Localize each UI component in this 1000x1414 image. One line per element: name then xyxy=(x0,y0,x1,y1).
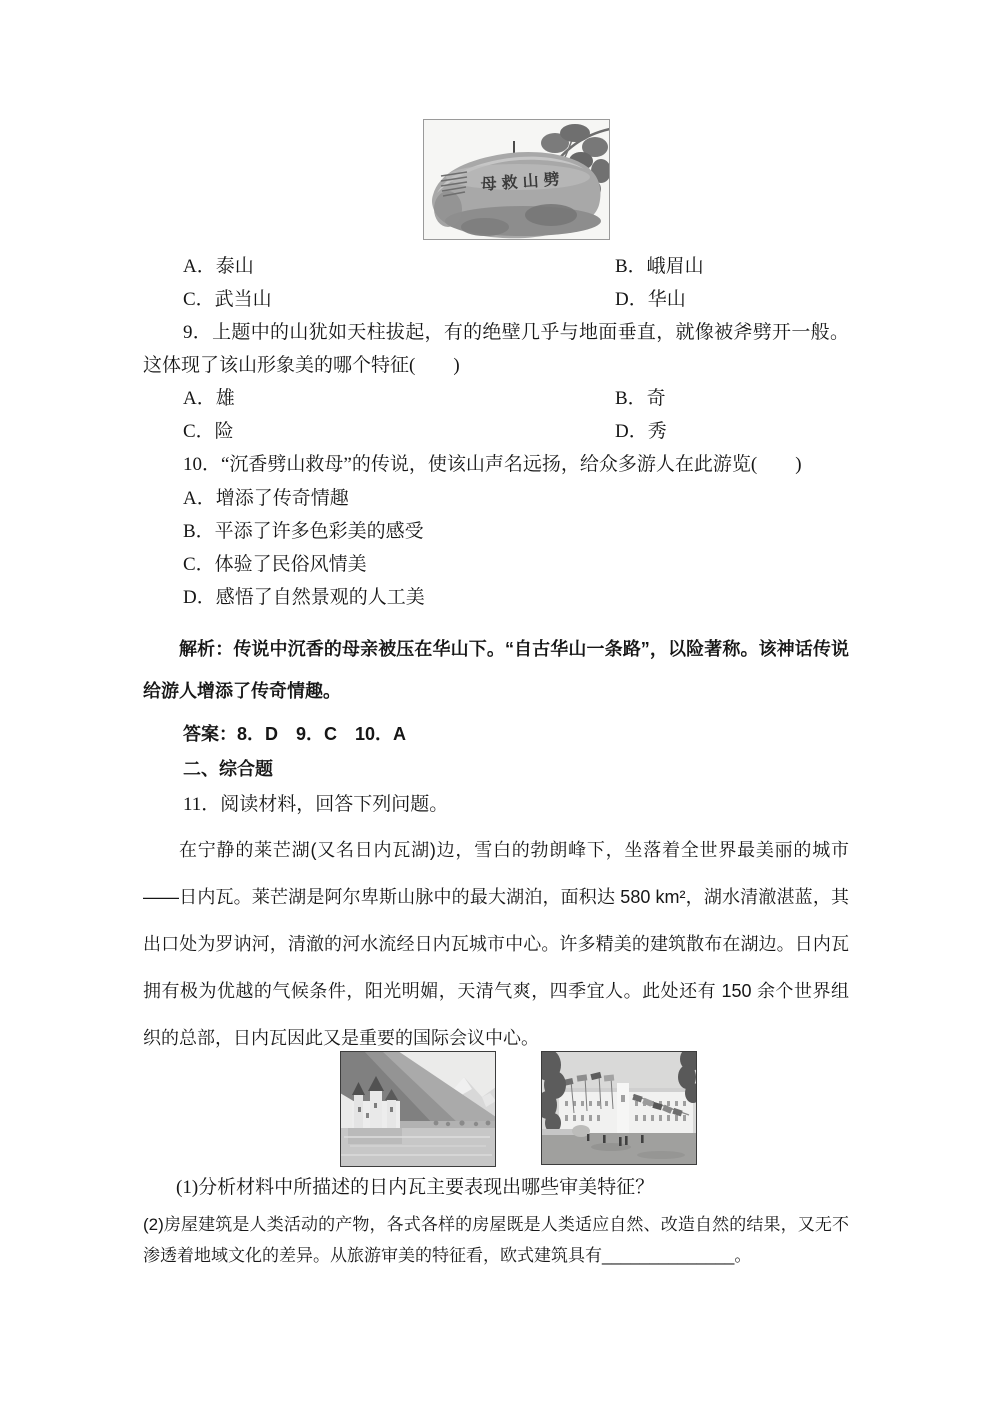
q9-options xyxy=(143,382,849,448)
q9-option-b: B．奇 xyxy=(615,388,666,409)
q8-option-b: B．峨眉山 xyxy=(615,256,704,277)
q9-option-c: C．险 xyxy=(183,421,234,442)
section2-heading: 二、综合题 xyxy=(183,759,273,779)
q9-text: 9．上题中的山犹如天柱拔起，有的绝壁几乎与地面垂直，就像被斧劈开一般。这体现了该山形象美的哪个特征( ) xyxy=(143,322,849,376)
q10-option-a: A．增添了传奇情趣 xyxy=(183,488,349,509)
rock-inscription-text: 母救山劈 xyxy=(480,171,566,194)
flag-building-graphic xyxy=(541,1051,697,1165)
material-text: 在宁静的莱芒湖(又名日内瓦湖)边，雪白的勃朗峰下，坐落着全世界最美丽的城市——日内瓦。莱芒湖是阿尔卑斯山脉中的最大湖泊，面积达 580 km²，湖水清澈湛蓝，其出口处为罗讷河，清澈的河水流经日内瓦城市中心。许多精美的建筑散布在湖边。日内瓦拥有极为优越的气候条件，阳光明媚，天清气爽，四季宜人。此处还有 150 余个世界组织的总部，日内瓦因此又是重要的国际会议中心。 xyxy=(143,840,849,1048)
q9-block xyxy=(143,316,849,382)
q10-text: 10．“沉香劈山救母”的传说，使该山声名远扬，给众多游人在此游览( ) xyxy=(183,454,802,475)
q8-option-d: D．华山 xyxy=(615,289,686,310)
photo-lake-castle xyxy=(340,1051,496,1167)
rock-photo-graphic xyxy=(423,119,610,240)
sub-question-1: (1)分析材料中所描述的日内瓦主要表现出哪些审美特征？ xyxy=(176,1177,655,1198)
lake-water xyxy=(340,1128,496,1167)
sub-question-2-block xyxy=(143,1209,849,1271)
q11-intro: 11．阅读材料，回答下列问题。 xyxy=(183,794,449,815)
answer-line: 答案：8．D 9．C 10．A xyxy=(183,724,407,744)
analysis-block xyxy=(143,628,849,712)
q10-option-d: D．感悟了自然景观的人工美 xyxy=(183,587,425,608)
lake-castle-graphic xyxy=(340,1051,496,1167)
material-block xyxy=(143,827,849,1062)
q8-options xyxy=(143,250,849,316)
photo-flag-building xyxy=(541,1051,697,1165)
q8-option-a: A．泰山 xyxy=(183,256,254,277)
q9-option-a: A．雄 xyxy=(183,388,235,409)
sub-question-2: (2)房屋建筑是人类活动的产物，各式各样的房屋既是人类适应自然、改造自然的结果，又无不渗透着地域文化的差异。从旅游审美的特征看，欧式建筑具有______________。 xyxy=(143,1215,849,1265)
q10-options xyxy=(143,482,849,614)
q10-option-b: B．平添了许多色彩美的感受 xyxy=(183,521,424,542)
photo-huashan-rock xyxy=(423,119,610,240)
q10-option-c: C．体验了民俗风情美 xyxy=(183,554,367,575)
q9-option-d: D．秀 xyxy=(615,421,667,442)
q10-block xyxy=(143,448,849,481)
analysis-text: 解析：传说中沉香的母亲被压在华山下。“自古华山一条路”，以险著称。该神话传说给游人增添了传奇情趣。 xyxy=(143,639,849,701)
q8-option-c: C．武当山 xyxy=(183,289,272,310)
